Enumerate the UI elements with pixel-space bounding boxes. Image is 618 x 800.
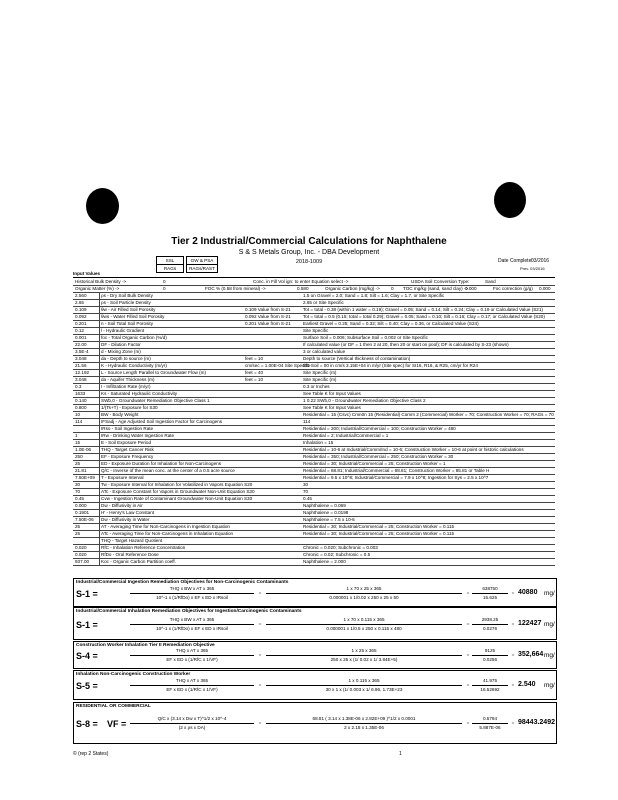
table-cell-d: Residential = 10-6 at Industrial/Comm/Ind = 10-6; Construction Worker = 10-6 at point or historic calculations	[303, 447, 524, 452]
formula-numerator: Q/C x (3.14 x Dw x T)^1/2 x 10^-4	[157, 716, 227, 721]
table-cell-d: Inhalation = 15	[303, 440, 334, 445]
table-cell-v: 12.192	[75, 370, 90, 375]
table-cell-v: 0.3	[75, 384, 82, 389]
table-cell-n: feet = 10	[245, 356, 264, 361]
table-cell-v: 0.020	[75, 552, 87, 557]
table-cell-d: See Table K for Input Values	[303, 405, 361, 410]
table-cell-d: Residential = 350; Industrial/Commercial = 250; Construction Worker = 30	[303, 454, 454, 459]
equation-result: 122427	[518, 620, 542, 627]
fraction-bar	[130, 723, 254, 724]
table-cell-p: Dw - Diffusivity in Air	[101, 503, 143, 508]
table-cell-d: Residential = 68.81; Industrial/Commercial = 68.81; Construction Worker = 85.81 or Table H	[303, 468, 490, 473]
fraction-bar	[472, 655, 508, 656]
equals-sign: =	[466, 682, 470, 687]
table-cell-p: I - Infiltration Rate (m/yr)	[101, 384, 151, 389]
values-denominator: 2 x 2.18 x 1.35E-06	[344, 725, 384, 730]
equation-section	[73, 607, 557, 640]
table-cell-p: Ks - Saturated Hydraulic Conductivity	[101, 391, 178, 396]
values-numerator: 1 x 70 x 0.115 x 365	[343, 617, 385, 622]
table-cell-n: 0.201 Value from S-21	[245, 321, 291, 326]
equation-heading: Inhalation Non-Carcinogenic Construction Worker	[76, 672, 191, 677]
fraction-bar	[130, 624, 254, 625]
table-cell-d: Surface Soil = 0.006; Subsurface Soil = 0.002 or Site Specific	[303, 335, 428, 340]
formula-denominator: EF x ED x (1/RfC x 1/VF)	[166, 657, 218, 662]
table-cell-v: 0.000	[75, 503, 87, 508]
table-cell-p: Q/C - Inverse of the mean conc. at the center of a 0.5 acre source	[101, 468, 235, 473]
ink-blob-left	[86, 188, 119, 224]
equals-sign: =	[466, 720, 470, 725]
table-cell-p: DF - Dilution Factor	[101, 342, 141, 347]
table-cell-p: AT - Averaging Time for Non-Carcinogens in Ingestion Equation	[101, 524, 230, 529]
table-cell-d: 1.5 on Gravel = 2.0; Sand = 1.8; Silt = 1.6; Clay = 1.7, or Site Specific	[303, 293, 445, 298]
table-cell-d: Tot = total - 0.38 (within 1 water = 0.19); Gravel = 0.05; Sand = 0.14; Silt = 0.24; Clay = 0.19 or Calculated Value (S21)	[303, 307, 543, 312]
table-cell-d: 1 0.22 SWb,0 - Groundwater Remediation Objective Class 2	[303, 398, 426, 403]
formula-numerator: THQ x BW x AT x 365	[169, 617, 215, 622]
result-unit: mg/	[544, 590, 555, 597]
table-cell-n: 0.109 Value from S-21	[245, 307, 291, 312]
equals-sign: =	[258, 682, 262, 687]
result-denominator: 0.0276	[482, 626, 498, 631]
equation-label: S-8 =	[76, 719, 98, 729]
equals-sign: =	[258, 590, 262, 595]
table-cell-v: 1.0E-06	[75, 447, 92, 452]
fraction-bar	[472, 624, 508, 625]
table-cell-d: Naphthalene = 0.069	[303, 503, 346, 508]
company-name: S & S Metals Group, Inc. - DBA Development	[238, 249, 380, 256]
table-cell-v: 22.00	[75, 342, 87, 347]
table-cell-v: 114	[75, 419, 83, 424]
table-cell-v: 25	[75, 524, 81, 529]
table-cell-v: 30	[75, 482, 81, 487]
result-denominator: 0.0256	[482, 657, 498, 662]
equation-section	[73, 578, 557, 607]
table-cell-p: l - Hydraulic Gradient	[101, 328, 145, 333]
table-cell-d: Tot = total = 0.5 (0.15; total = total 0.29); Gravel = 0.05; Sand = 0.10; Silt = 0.16; Clay = 0.17; or Calculated Value (S20)	[303, 314, 545, 319]
table-cell-v: 7.50E+09	[75, 475, 95, 480]
result-numerator: 41.975	[482, 678, 498, 683]
table-cell-p: Dw - Diffusivity in Water	[101, 517, 150, 522]
fraction-bar	[266, 655, 462, 656]
table-cell-d: 2.65 or Site Specific	[303, 300, 344, 305]
equals-sign: =	[511, 652, 515, 657]
table-cell-p: ρs - Dry Soil Bulk Density	[101, 293, 153, 298]
fraction-bar	[130, 593, 254, 594]
table-cell-d: Naphthalene = 2.000	[303, 559, 346, 564]
table-cell-p: d - Mixing Zone (m)	[101, 349, 141, 354]
table-cell-d: Residential = 15 (Csvc) Cmn0n 15 (Residential) Comm 2 (Commercial) Worker = 70; Construction Worker = 70; RAGs = 70	[303, 412, 554, 417]
table-cell-p: T - Exposure Interval	[101, 475, 144, 480]
table-cell-v: 0.020	[75, 545, 87, 550]
table-cell-v: 0.800	[75, 405, 87, 410]
table-cell-p: θws - Water Filled Soil Porosity	[101, 314, 165, 319]
table-cell-n: cm/sec = 1.00E-04 Site Specific	[245, 363, 310, 368]
table-cell-v: 1	[75, 433, 78, 438]
table-cell-v: 1633	[75, 391, 86, 396]
table-cell-p: L - Source Length Parallel to Groundwater Flow (m)	[101, 370, 207, 375]
table-cell-v: 250	[75, 454, 83, 459]
equals-sign: =	[258, 621, 262, 626]
table-cell-v: 0.201	[75, 321, 87, 326]
equals-sign: =	[258, 652, 262, 657]
table-cell-d: 0.3 or Inches	[303, 384, 330, 389]
equation-label: S-5 =	[76, 681, 98, 691]
equation-heading: Construction Worker Inhalation Tier II Remediation Objective	[76, 643, 215, 648]
table-cell-p: BW - Body Weight	[101, 412, 139, 417]
fraction-bar	[472, 685, 508, 686]
table-cell-p: foc - Total Organic Carbon (%/d)	[101, 335, 167, 340]
table-cell-p: E - Soil Exposure Period	[101, 440, 152, 445]
table-cell-d: If calculated value (or DF = 1 then 2 at 20, then 20 or start on pool); DF is calculated by S-23 (shown)	[303, 342, 509, 347]
fraction-bar	[266, 593, 462, 594]
table-cell-p: Koc - Organic Carbon Partition coeff.	[101, 559, 176, 564]
table-cell-d: 30	[303, 482, 309, 487]
table-cell-v: 0.092	[75, 314, 87, 319]
table-cell-n: feet = 10	[245, 377, 264, 382]
project-number: 2018-1009	[295, 259, 323, 265]
table-cell-p: ATc - Exposure Constant for Vapors in Groundwater Non-Unit Equation S30	[101, 489, 255, 494]
formula-numerator: THQ x AT x 365	[175, 648, 209, 653]
table-cell-v: 25	[75, 461, 81, 466]
legend-box-rast: RAGs/RAST	[186, 264, 218, 273]
footer-copyright: © (rep 2 States)	[73, 751, 109, 757]
equals-sign: =	[511, 720, 515, 725]
formula-denominator: EF x ED x (1/RfC x 1/VF)	[166, 687, 218, 692]
equals-sign: =	[466, 621, 470, 626]
table-cell-p: H' - Henry's Law Constant	[101, 510, 155, 515]
table-cell-p: EF - Exposure Frequency	[101, 454, 154, 459]
equation-section	[73, 641, 557, 669]
table-cell-d: 3 or calculated value	[303, 349, 346, 354]
values-numerator: 1 x 70 x 25 x 365	[346, 586, 382, 591]
table-cell-v: 937.00	[75, 559, 90, 564]
equation-result: 98443.2492	[518, 719, 555, 726]
table-cell-n: 0.092 Value from S-21	[245, 314, 291, 319]
table-cell-p: Cvw - Ingestion Rate of Contaminant Groundwater Non-Unit Equation S30	[101, 496, 253, 501]
table-cell-v: 2.560	[75, 293, 87, 298]
table-cell-d: Site Specific (m)	[303, 377, 337, 382]
table-cell-p: THQ - Target Cancer Risk	[101, 447, 154, 452]
equals-sign: =	[258, 720, 262, 725]
table-cell-d: 114	[303, 419, 311, 424]
fraction-bar	[472, 593, 508, 594]
table-cell-v: 15	[75, 440, 81, 445]
table-cell-p: RfC - Inhalation Reference Concentration	[101, 545, 186, 550]
table-cell-p: Tw - Exposure Interval for Inhalation for Volatilized in Vapors Equation S20	[101, 482, 253, 487]
equation-section	[73, 670, 557, 700]
table-cell-v: 3.5E-4	[75, 349, 89, 354]
values-denominator: 0.000001 x 1/0.5 x 250 x 0.115 x 480	[326, 626, 402, 631]
result-denominator: 16.52692	[480, 687, 500, 692]
values-denominator: 30 x 1 x (1/ 0.003 x 1/ 6.96, 1.73E+23	[325, 687, 403, 692]
table-cell-p: θw - Air Filled Soil Porosity	[101, 307, 156, 312]
equation-heading: Industrial/Commercial Inhalation Remediation Objectives for Ingestion/Carcinogenic Contaminants	[76, 609, 302, 614]
equation-label: S-4 =	[76, 651, 98, 661]
page-title: Tier 2 Industrial/Commercial Calculations for Naphthalene	[171, 236, 447, 247]
table-cell-p: da - Aquifer Thickness (m)	[101, 377, 155, 382]
table-cell-d: Chronic = 0.02; Subchronic = 0.5	[303, 552, 371, 557]
table-cell-p: SWb,0 - Groundwater Remediation Objective Class 1	[101, 398, 210, 403]
page-number: 1	[399, 751, 402, 757]
table-cell-p: THQ - Target Hazard Quotient	[101, 538, 163, 543]
table-cell-v: 7.50E-06	[75, 517, 94, 522]
table-cell-p: IFSadj - Age Adjusted Soil Ingestion Factor for Carcinogens	[101, 419, 223, 424]
equation-result: 2.540	[518, 681, 536, 688]
table-cell-v: 0.001	[75, 335, 87, 340]
legend-box-ssl: SSL	[156, 256, 184, 265]
table-cell-v: 3.048	[75, 356, 87, 361]
table-cell-p: IRso - Soil Ingestion Rate	[101, 426, 154, 431]
result-unit: mg/	[544, 621, 555, 628]
ink-blob-right	[494, 182, 526, 218]
table-cell-d: Residential = 30; Industrial/Commercial = 25; Construction Worker = 0.115	[303, 531, 455, 536]
equation-heading: RESIDENTIAL OR COMMERCIAL	[76, 704, 151, 709]
table-cell-v: 3.048	[75, 377, 87, 382]
table-cell-v: 21.56	[75, 363, 87, 368]
table-cell-v: 2.65	[75, 300, 84, 305]
formula-numerator: THQ x BW x AT x 365	[169, 586, 215, 591]
table-cell-d: Chronic = 0.020; Subchronic = 0.003	[303, 545, 378, 550]
table-cell-d: Residential = 30; Industrial/Commercial = 25; Construction Worker = 0.115	[303, 524, 455, 529]
values-numerator: 1 x 25 x 365	[351, 648, 377, 653]
inputs-heading: Input Values	[73, 271, 101, 276]
table-cell-v: 0.140	[75, 398, 87, 403]
equation-section	[73, 702, 557, 744]
table-cell-d: Earliest Gravel = 0.25; Sand = 0.32; Silt = 0.40; Clay = 0.36, or Calculated Value (S24)	[303, 321, 479, 326]
table-cell-v: 0.45	[75, 496, 84, 501]
table-cell-p: RfDo - Oral Reference Dose	[101, 552, 159, 557]
config-row: Organic Matter (%) -> 0 FOC % (0.58 from mineral) -> 0.580 Organic Carbon (mg/kg) -> 0 TOC mg/kg (sand, sand clay) -> 0.000 Foc correction (g/g) 0.000	[73, 285, 555, 293]
table-cell-n: feet = 40	[245, 370, 264, 375]
equation-label: S-1 =	[76, 589, 98, 599]
table-cell-v: 70	[75, 489, 81, 494]
table-cell-v: 21.81	[75, 468, 87, 473]
equals-sign: =	[466, 652, 470, 657]
table-cell-v: 0.12	[75, 328, 84, 333]
table-cell-d: Depth to source (Vertical thickness of contamination)	[303, 356, 411, 361]
equation-result: 352,664	[518, 651, 544, 658]
table-cell-d: 0.45	[303, 496, 312, 501]
table-cell-p: K - Hydraulic Conductivity (m/yr)	[101, 363, 167, 368]
table-cell-d: Naphthalene = 0.0198	[303, 510, 349, 515]
result-numerator: 9125	[484, 648, 496, 653]
table-cell-p: IRw - Drinking Water Ingestion Rate	[101, 433, 175, 438]
table-cell-v: 10	[75, 412, 81, 417]
equals-sign: =	[511, 621, 515, 626]
values-numerator: 68.81 ( 3.14 x 1.38E-06 x 2.82E+09 )^1/2 x 0.0001	[312, 716, 416, 721]
table-cell-d: Residential = 200; Industrial/Commercial = 100; Construction Worker = 480	[303, 426, 456, 431]
legend-box-gw: GW & PSA	[186, 256, 218, 265]
table-row	[73, 558, 555, 566]
equation-heading: Industrial/Commercial Ingestion Remediation Objectives for Non-Carcinogenic Contaminants	[76, 580, 289, 585]
table-cell-v: 0.109	[75, 307, 87, 312]
config-row: Historical Bulk Density -> 0 Conc. in Fill Vol ign: to enter Equation select -> USDA Soil Conversion Type: Sand	[73, 278, 555, 286]
table-cell-p: ED - Exposure Duration for Inhalation for Non-Carcinogens	[101, 461, 222, 466]
table-cell-d: Site Specific (m)	[303, 370, 337, 375]
table-cell-d: Residential = 30; Industrial/Commercial = 25; Construction Worker = 1	[303, 461, 446, 466]
equals-sign: =	[511, 682, 515, 687]
table-cell-p: da - Depth to source (m)	[101, 356, 151, 361]
table-cell-d: Residential = 9.5 x 10^8; Industrial/Commercial = 7.9 x 10^8; Ingestion for Sys = 2.5 x 10^7	[303, 475, 489, 480]
table-column-divider	[99, 292, 100, 565]
formula-numerator: THQ x AT x 365	[175, 678, 209, 683]
table-cell-p: ATc - Averaging Time for Non-Carcinogens in Inhalation Equation	[101, 531, 234, 536]
result-denominator: 5.887E-06	[479, 725, 501, 730]
table-cell-d: Residential = 2; Industrial/Commercial = 1	[303, 433, 389, 438]
table-cell-v: 0.1901	[75, 510, 90, 515]
table-cell-v: 25	[75, 531, 81, 536]
equation-result: 40880	[518, 589, 538, 596]
fraction-bar	[266, 723, 462, 724]
table-cell-d: See Table K for Input Values	[303, 391, 361, 396]
equals-sign: =	[511, 590, 515, 595]
fraction-bar	[266, 685, 462, 686]
formula-denominator: 10^-1 x (1/RfDo) x EF x ED x IRsoil	[156, 595, 228, 600]
fraction-bar	[130, 685, 254, 686]
date-value: 03/2016	[531, 258, 550, 264]
result-denominator: 15.625	[482, 595, 498, 600]
equals-sign: =	[466, 590, 470, 595]
equation-label: S-1 =	[76, 620, 98, 630]
fraction-bar	[130, 655, 254, 656]
table-cell-d: Naphthalene = 7.5 x 10-6	[303, 517, 355, 522]
values-denominator: 250 x 25 x (1/ 0.02 x 1/ 3.84E+5)	[330, 657, 398, 662]
values-denominator: 0.000001 x 1/0.02 x 250 x 25 x 50	[329, 595, 399, 600]
date-label: Date Complete:	[498, 258, 533, 264]
fraction-bar	[472, 723, 508, 724]
table-cell-p: 1/(Ts+T) - Exposure for S30	[101, 405, 158, 410]
table-cell-d: Site Specific	[303, 328, 329, 333]
vf-label: VF =	[107, 719, 127, 729]
formula-denominator: (2 x ρs x DA)	[178, 725, 206, 730]
result-unit: mg/	[544, 682, 555, 689]
result-numerator: 0.5794	[482, 716, 498, 721]
table-cell-p: n - Soil Total Soil Porosity	[101, 321, 153, 326]
values-numerator: 1 x 0.115 x 365	[348, 678, 380, 683]
legend-box-rags: RAGs	[156, 264, 184, 273]
result-numerator: 638750	[482, 586, 498, 591]
table-cell-d: ED-Soil = 00 in cm/s 3.15E+04 in m/yr (Site spec) for SI16, R16, & R25, cm/yr for R24	[303, 363, 478, 368]
result-unit: mg/	[544, 652, 555, 659]
result-numerator: 2938.25	[481, 617, 499, 622]
fraction-bar	[266, 624, 462, 625]
table-cell-d: 70	[303, 489, 309, 494]
formula-denominator: 10^-1 x (1/RfDo) x EF x ED x IRsoil	[156, 626, 228, 631]
table-cell-p: ρs - Soil Particle Density	[101, 300, 151, 305]
revision-text: Prev. 03/2016	[520, 266, 545, 271]
